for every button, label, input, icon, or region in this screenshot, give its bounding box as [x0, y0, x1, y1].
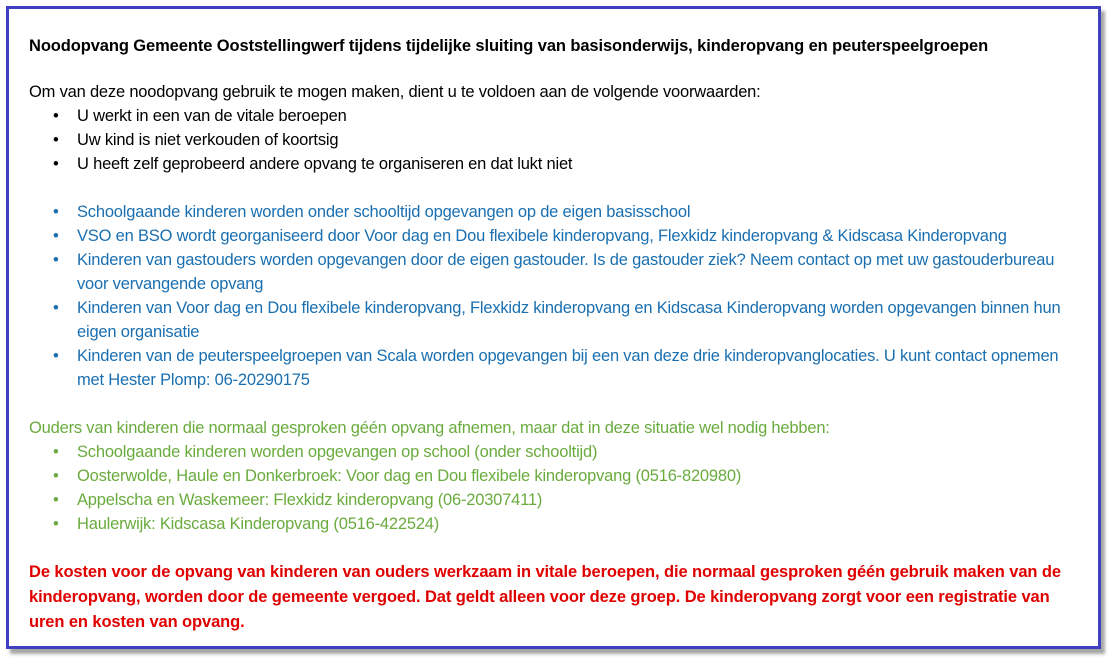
list-item: • Schoolgaande kinderen worden onder schooltijd opgevangen op de eigen basisschool [29, 200, 1080, 224]
notice-frame [6, 6, 1101, 649]
list-item: • Haulerwijk: Kidscasa Kinderopvang (0516-422524) [29, 512, 1080, 536]
bullet-icon: • [53, 251, 59, 269]
list-item: • Kinderen van gastouders worden opgevangen door de eigen gastouder. Is de gastouder ziek? Neem contact op met uw gastouderbureau voor vervangende opvang [29, 248, 1080, 296]
list-item: • Kinderen van de peuterspeelgroepen van Scala worden opgevangen bij een van deze drie kinderopvanglocaties. U kunt contact opnemen met Hester Plomp: 06-20290175 [29, 344, 1080, 392]
bullet-icon: • [53, 467, 59, 485]
list-item: • VSO en BSO wordt georganiseerd door Voor dag en Dou flexibele kinderopvang, Flexkidz kinderopvang & Kidscasa Kinderopvang [29, 224, 1080, 248]
parents-list [29, 440, 1080, 536]
bullet-icon: • [53, 155, 59, 173]
bullet-icon: • [53, 227, 59, 245]
bullet-icon: • [53, 443, 59, 461]
list-item: • Kinderen van Voor dag en Dou flexibele kinderopvang, Flexkidz kinderopvang en Kidscasa Kinderopvang worden opgevangen binnen hun eigen organisatie [29, 296, 1080, 344]
conditions-intro: Om van deze noodopvang gebruik te mogen maken, dient u te voldoen aan de volgende voorwaarden: [29, 83, 761, 101]
parents-intro: Ouders van kinderen die normaal gesproken géén opvang afnemen, maar dat in deze situatie wel nodig hebben: [29, 419, 830, 437]
list-item: • Uw kind is niet verkouden of koortsig [29, 128, 1080, 152]
list-item: • Oosterwolde, Haule en Donkerbroek: Voor dag en Dou flexibele kinderopvang (0516-820980) [29, 464, 1080, 488]
list-item: • U heeft zelf geprobeerd andere opvang te organiseren en dat lukt niet [29, 152, 1080, 176]
bullet-icon: • [53, 131, 59, 149]
list-item: • Appelscha en Waskemeer: Flexkidz kinderopvang (06-20307411) [29, 488, 1080, 512]
costs-note: De kosten voor de opvang van kinderen van ouders werkzaam in vitale beroepen, die normaal gesproken géén gebruik maken van de kinderopvang, worden door de gemeente vergoed. Dat geldt alleen voor deze groep. De kinderopvang zorgt voor een registratie van uren en kosten van opvang. [29, 563, 1061, 631]
list-item: • U werkt in een van de vitale beroepen [29, 104, 1080, 128]
bullet-icon: • [53, 347, 59, 365]
bullet-icon: • [53, 203, 59, 221]
bullet-icon: • [53, 491, 59, 509]
bullet-icon: • [53, 107, 59, 125]
info-list [29, 200, 1080, 392]
list-item: • Schoolgaande kinderen worden opgevangen op school (onder schooltijd) [29, 440, 1080, 464]
bullet-icon: • [53, 299, 59, 317]
conditions-list [29, 104, 1080, 176]
notice-title: Noodopvang Gemeente Ooststellingwerf tijdens tijdelijke sluiting van basisonderwijs, kinderopvang en peuterspeelgroepen [29, 37, 989, 55]
bullet-icon: • [53, 515, 59, 533]
